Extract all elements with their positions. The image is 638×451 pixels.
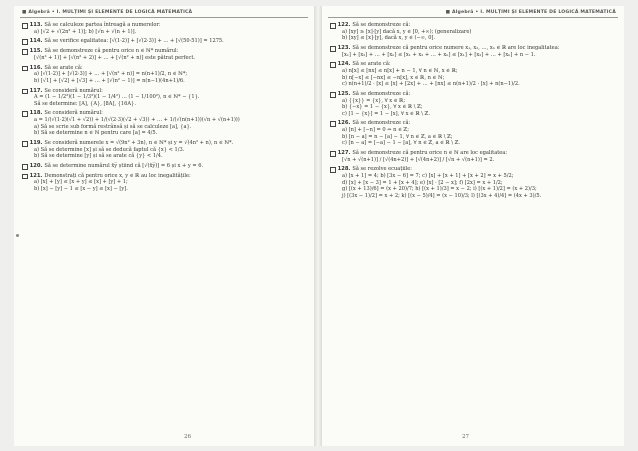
problem-header [330, 22, 616, 29]
checkbox-square-icon [22, 66, 28, 72]
problem-header [22, 22, 306, 29]
problem-statement: Să se demonstreze că pentru orice n ∈ ℕ are loc egalitatea: [352, 150, 508, 157]
right-page [322, 6, 624, 446]
checkbox-square-icon [22, 23, 28, 29]
problem-number: 126. [337, 120, 351, 127]
header-rule [20, 17, 308, 18]
problem-number: 124. [337, 61, 351, 68]
problem-subline: a = 1/(√(1·2)(√1 + √2)) + 1/(√(2·3)(√2 + √3)) + … + 1/(√(n(n+1))(√n + √(n+1))) [34, 117, 240, 124]
checkbox-square-icon [22, 89, 28, 95]
problem-number: 117. [29, 87, 43, 94]
problem-subline: [x₁] + [x₂] + … + [xₙ] ≤ [x₁ + x₂ + … + xₙ] ≤ [x₁] + [x₂] + … + [xₙ] + n − 1. [342, 51, 536, 58]
checkbox-square-icon [22, 164, 28, 170]
problem-subline: A = (1 − 1/2²)(1 − 1/3²)(1 − 1/4²) … (1 − 1/100²), n ∈ ℕ* − {1}. [34, 94, 200, 101]
left-page [14, 6, 314, 446]
problem-number: 122. [337, 22, 351, 28]
problem-item [330, 22, 616, 42]
problem-statement: Să se demonstreze că pentru orice n ∈ ℕ* numărul: [44, 48, 179, 55]
problem-subline: a) [x + 1] = 4; b) [3x − 6] = 7; c) [x] + [x + 1] + [x + 2] = x + 5/2; [342, 173, 514, 179]
checkbox-square-icon [330, 151, 336, 157]
problem-statement: Demonstrați că pentru orice x, y ∈ ℝ au loc inegalitățile: [44, 172, 191, 179]
problem-header [330, 61, 616, 68]
checkbox-square-icon [330, 62, 336, 68]
problem-item [330, 45, 616, 58]
problem-subline: a) [xy] ≥ [x]·[y] dacă x, y ∈ [0, +∞); (generalizare) [342, 28, 472, 35]
problem-statement: Să se arate că: [352, 61, 391, 68]
problem-number: 121. [29, 172, 43, 179]
problem-item [22, 48, 306, 61]
problem-statement: Să se demonstreze că: [352, 120, 411, 127]
checkbox-square-icon [22, 49, 28, 55]
problem-number: 120. [29, 163, 43, 169]
problem-statement: Se consideră numărul: [44, 110, 103, 117]
problem-header [330, 91, 616, 98]
problem-item [22, 88, 306, 108]
problem-subline: b) Să se determine n ∈ ℕ pentru care [a] = 4/5. [34, 130, 158, 137]
problem-item [22, 65, 306, 85]
checkbox-square-icon [330, 92, 336, 98]
problem-number: 116. [29, 64, 43, 71]
checkbox-square-icon [330, 23, 336, 29]
margin-dot [16, 234, 19, 237]
problem-subline: b) {−x} = 1 − {x}, ∀ x ∈ ℝ \ ℤ; [342, 104, 423, 111]
problem-statement: Se consideră numărul: [44, 87, 103, 94]
problem-subline: b) [n − a] = n − [a] − 1, ∀ n ∈ ℤ, a ∈ ℝ \ ℤ; [342, 133, 453, 140]
problem-subline: a) [n] + [−n] = 0 ⇔ n ∈ ℤ; [342, 127, 409, 134]
checkbox-square-icon [330, 46, 336, 52]
problem-subline: b) [xy] ≤ [x]·[y], dacă x, y ∈ (−∞, 0]. [342, 35, 436, 42]
problem-subline: [√(n² + 1)] + [√(n² + 2)] + … + [√(n² + n)] este pătrat perfect. [34, 54, 195, 61]
problem-header [22, 48, 306, 55]
problem-subline: a) [√(1·2)] + [√(2·3)] + … + [√(n² + n)] = n(n+1)/2, n ∈ ℕ*; [34, 71, 188, 78]
problem-subline: a) Să se determine [x] și să se deducă faptul că {x} < 1/3. [34, 146, 185, 153]
problem-item [22, 38, 306, 45]
problem-header [330, 45, 616, 52]
problem-statement: Se consideră numerele x = √(9n² + 3n), n ∈ ℕ* și y = √(4n² + n), n ∈ ℕ*. [44, 140, 234, 147]
problem-number: 118. [29, 110, 43, 117]
problem-statement: Să se calculeze partea întreagă a numerelor: [44, 22, 161, 28]
problem-statement: Să se verifice egalitatea: [√(1·2)] + [√(2·3)] + … + [√(50·51)] = 1275. [44, 38, 224, 45]
problem-header [22, 140, 306, 147]
problem-statement: Să se demonstreze că: [352, 22, 411, 28]
problem-header [330, 150, 616, 157]
checkbox-square-icon [22, 174, 28, 180]
problem-item [330, 61, 616, 87]
problem-subline: b) Să se determine [y] și să se arate că {y} < 1/4. [34, 153, 163, 160]
problem-subline: a) Să se scrie sub formă restrânsă și să se calculeze [a], {a}. [34, 123, 192, 130]
problem-subline: g) [(x + 13)/6] = (x + 20)/7; h) [(x + 1)/3] = x − 2; i) [(x + 1)/2] = (x + 2)/3; [342, 186, 537, 193]
problem-item [330, 150, 616, 163]
problem-number: 125. [337, 90, 351, 97]
problem-statement: Să se demonstreze că: [352, 90, 411, 97]
problem-subline: a) [x] + [y] ≤ [x + y] ≤ [x] + [y] + 1; [34, 179, 128, 186]
problem-subline: a) {{x}} = {x}, ∀ x ∈ ℝ; [342, 97, 406, 104]
problem-subline: c) [n − a] = [−a] − 1 − [a], ∀ n ∈ ℤ, a ∈ ℝ \ ℤ. [342, 140, 461, 147]
running-head: ■ Algebră • I. MULȚIMI ȘI ELEMENTE DE LOGICĂ MATEMATICĂ [22, 10, 193, 15]
problem-subline: b) n[−x] ≤ [−nx] ≤ −n[x], x ∈ ℝ, n ∈ ℕ; [342, 74, 445, 81]
problem-subline: a) [√2 + √(2n² + 1)]; b) [√n + √(n + 1)]. [34, 28, 137, 35]
checkbox-square-icon [22, 141, 28, 147]
problem-subline: j) [(3x − 1)/2] = x + 2; k) [(x − 5)/4] = (x − 10)/3; l) [(3x + 4)/4] = (4x + 3)/5. [342, 192, 542, 199]
problem-statement: Să se arate că: [44, 64, 83, 71]
page-number: 27 [462, 434, 469, 440]
problem-subline: c) n(n+1)/2 · [x] ≤ [x] + [2x] + … + [nx] ≤ n(n+1)/2 · [x] + n(n−1)/2. [342, 81, 520, 88]
problem-header [330, 166, 616, 173]
problem-number: 113. [29, 22, 43, 28]
problem-number: 128. [337, 166, 351, 173]
problem-header [22, 163, 306, 170]
problem-subline: b) [√1] + [√2] + [√3] + … + [√(n² − 1)] = n(n−1)(4n+1)/6. [34, 77, 185, 84]
problem-statement: Să se rezolve ecuațiile: [352, 166, 412, 173]
problem-item [22, 110, 306, 136]
problem-item [22, 173, 306, 193]
problem-item [330, 120, 616, 146]
problem-item [330, 91, 616, 117]
problem-header [22, 38, 306, 45]
problem-subline: a) n[x] ≤ [nx] ≤ n[x] + n − 1, ∀ n ∈ ℕ, x ∈ ℝ; [342, 67, 458, 74]
problem-number: 123. [337, 44, 351, 51]
problem-subline: b) [x] − [y] − 1 ≤ [x − y] ≤ [x] − [y]. [34, 185, 128, 192]
problem-item [22, 140, 306, 160]
problem-item [22, 22, 306, 35]
checkbox-square-icon [22, 39, 28, 45]
problem-subline: d) [x] + [x − 3] = 1 + [x + 4]; e) [x] · [2 − x]; f) [2x] = x + 1/2; [342, 179, 503, 186]
checkbox-square-icon [330, 121, 336, 127]
problem-statement: Să se demonstreze că pentru orice numere x₁, x₂, …, xₙ ∈ ℝ are loc inegalitatea: [352, 44, 560, 51]
book-gutter [314, 6, 322, 446]
problem-subline: Să se determine: [A], {A}, [8A], {16A}. [34, 100, 136, 107]
checkbox-square-icon [330, 167, 336, 173]
problem-subline: [√n + √(n+1)] / [√(4n+2)] + [√(4n+2)] / [√n + √(n+1)] = 2. [342, 156, 495, 163]
problem-number: 114. [29, 38, 43, 45]
problem-item [22, 163, 306, 170]
page-number: 26 [184, 434, 191, 440]
checkbox-square-icon [22, 111, 28, 117]
running-head: ■ Algebră • I. MULȚIMI ȘI ELEMENTE DE LOGICĂ MATEMATICĂ [445, 10, 616, 15]
problem-list [330, 22, 616, 203]
problem-item [330, 166, 616, 199]
problem-number: 127. [337, 150, 351, 157]
header-rule [328, 17, 618, 18]
problem-statement: Să se determine numărul x̄y̅ știind că [√(x̄y̅)] = 6 și x + y = 6. [44, 163, 204, 169]
problem-number: 119. [29, 140, 43, 147]
problem-list [22, 22, 306, 196]
problem-number: 115. [29, 48, 43, 55]
problem-subline: c) [1 − {x}] = 1 − [x], ∀ x ∈ ℝ \ ℤ. [342, 110, 430, 117]
